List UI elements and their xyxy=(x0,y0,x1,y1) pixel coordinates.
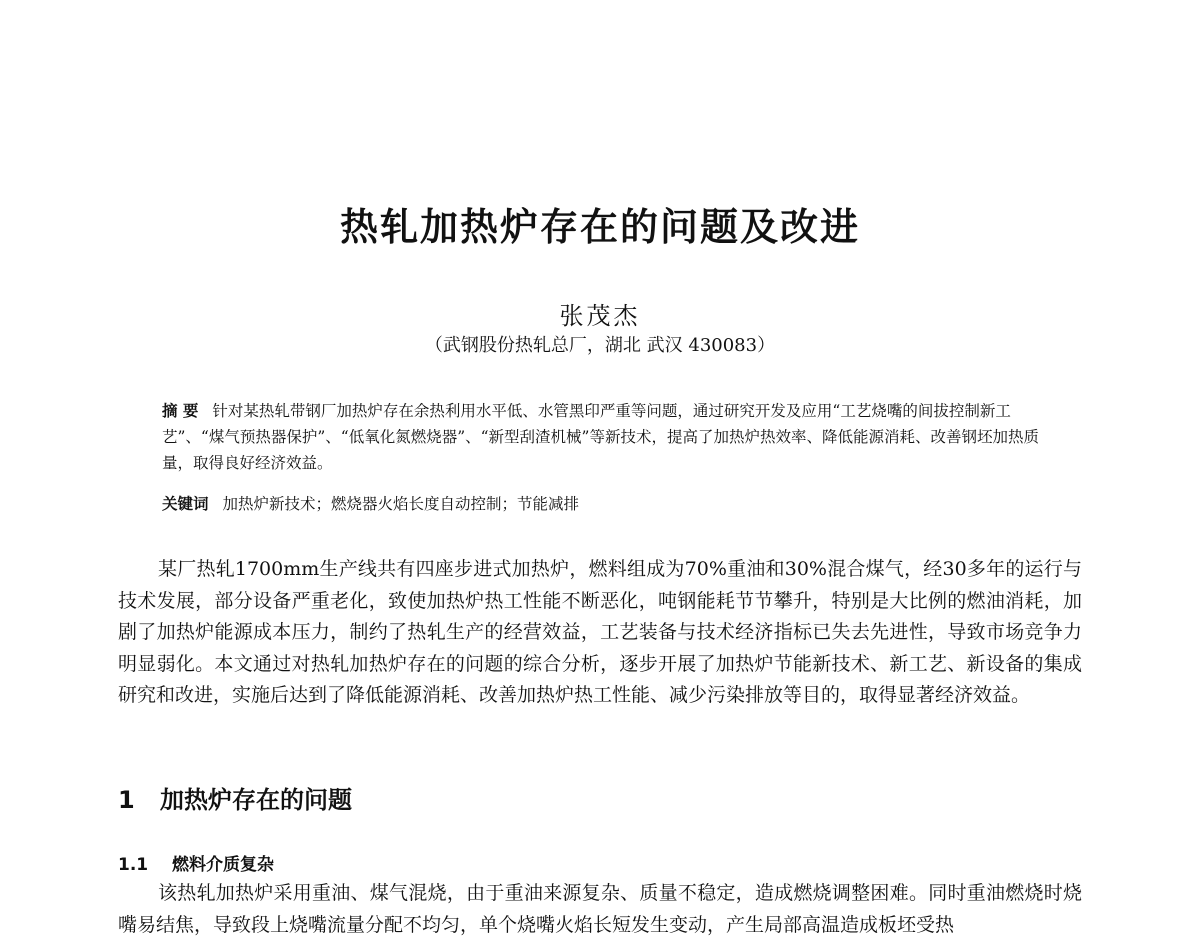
subsection-title: 燃料介质复杂 xyxy=(172,855,274,875)
section-title: 加热炉存在的问题 xyxy=(160,786,352,814)
keywords-text: 加热炉新技术；燃烧器火焰长度自动控制；节能减排 xyxy=(222,495,580,513)
abstract-label: 摘 要 xyxy=(162,402,199,420)
subsection-heading xyxy=(118,850,274,875)
abstract xyxy=(162,398,1042,476)
paper-title: 热轧加热炉存在的问题及改进 xyxy=(339,205,860,249)
subsection-number: 1.1 xyxy=(118,855,149,875)
author-name: 张茂杰 xyxy=(559,302,641,330)
intro-paragraph: 某厂热轧1700mm生产线共有四座步进式加热炉，燃料组成为70%重油和30%混合煤气，经30多年的运行与技术发展，部分设备严重老化，致使加热炉热工性能不断恶化，吨钢能耗节节攀升，特别是大比例的燃油消耗，加剧了加热炉能源成本压力，制约了热轧生产的经营效益，工艺装备与技术经济指标已失去先进性，导致市场竞争力明显弱化。本文通过对热轧加热炉存在的问题的综合分析，逐步开展了加热炉节能新技术、新工艺、新设备的集成研究和改进，实施后达到了降低能源消耗、改善加热炉热工性能、减少污染排放等目的，取得显著经济效益。 xyxy=(118,558,1082,706)
section-number: 1 xyxy=(118,786,135,814)
keywords xyxy=(162,491,1042,517)
abstract-text: 针对某热轧带钢厂加热炉存在余热利用水平低、水管黑印严重等问题，通过研究开发及应用“工艺烧嘴的间拔控制新工艺”、“煤气预热器保护”、“低氧化氮燃烧器”、“新型刮渣机械”等新技术，提高了加热炉热效率、降低能源消耗、改善钢坯加热质量，取得良好经济效益。 xyxy=(162,402,1039,472)
keywords-label: 关键词 xyxy=(162,495,209,513)
author-affiliation: （武钢股份热轧总厂，湖北 武汉 430083） xyxy=(424,335,776,356)
subsection-paragraph: 该热轧加热炉采用重油、煤气混烧，由于重油来源复杂、质量不稳定，造成燃烧调整困难。同时重油燃烧时烧嘴易结焦，导致段上烧嘴流量分配不均匀，单个烧嘴火焰长短发生变动，产生局部高温造成板坯受热 xyxy=(118,882,1082,936)
section-heading xyxy=(118,780,352,815)
